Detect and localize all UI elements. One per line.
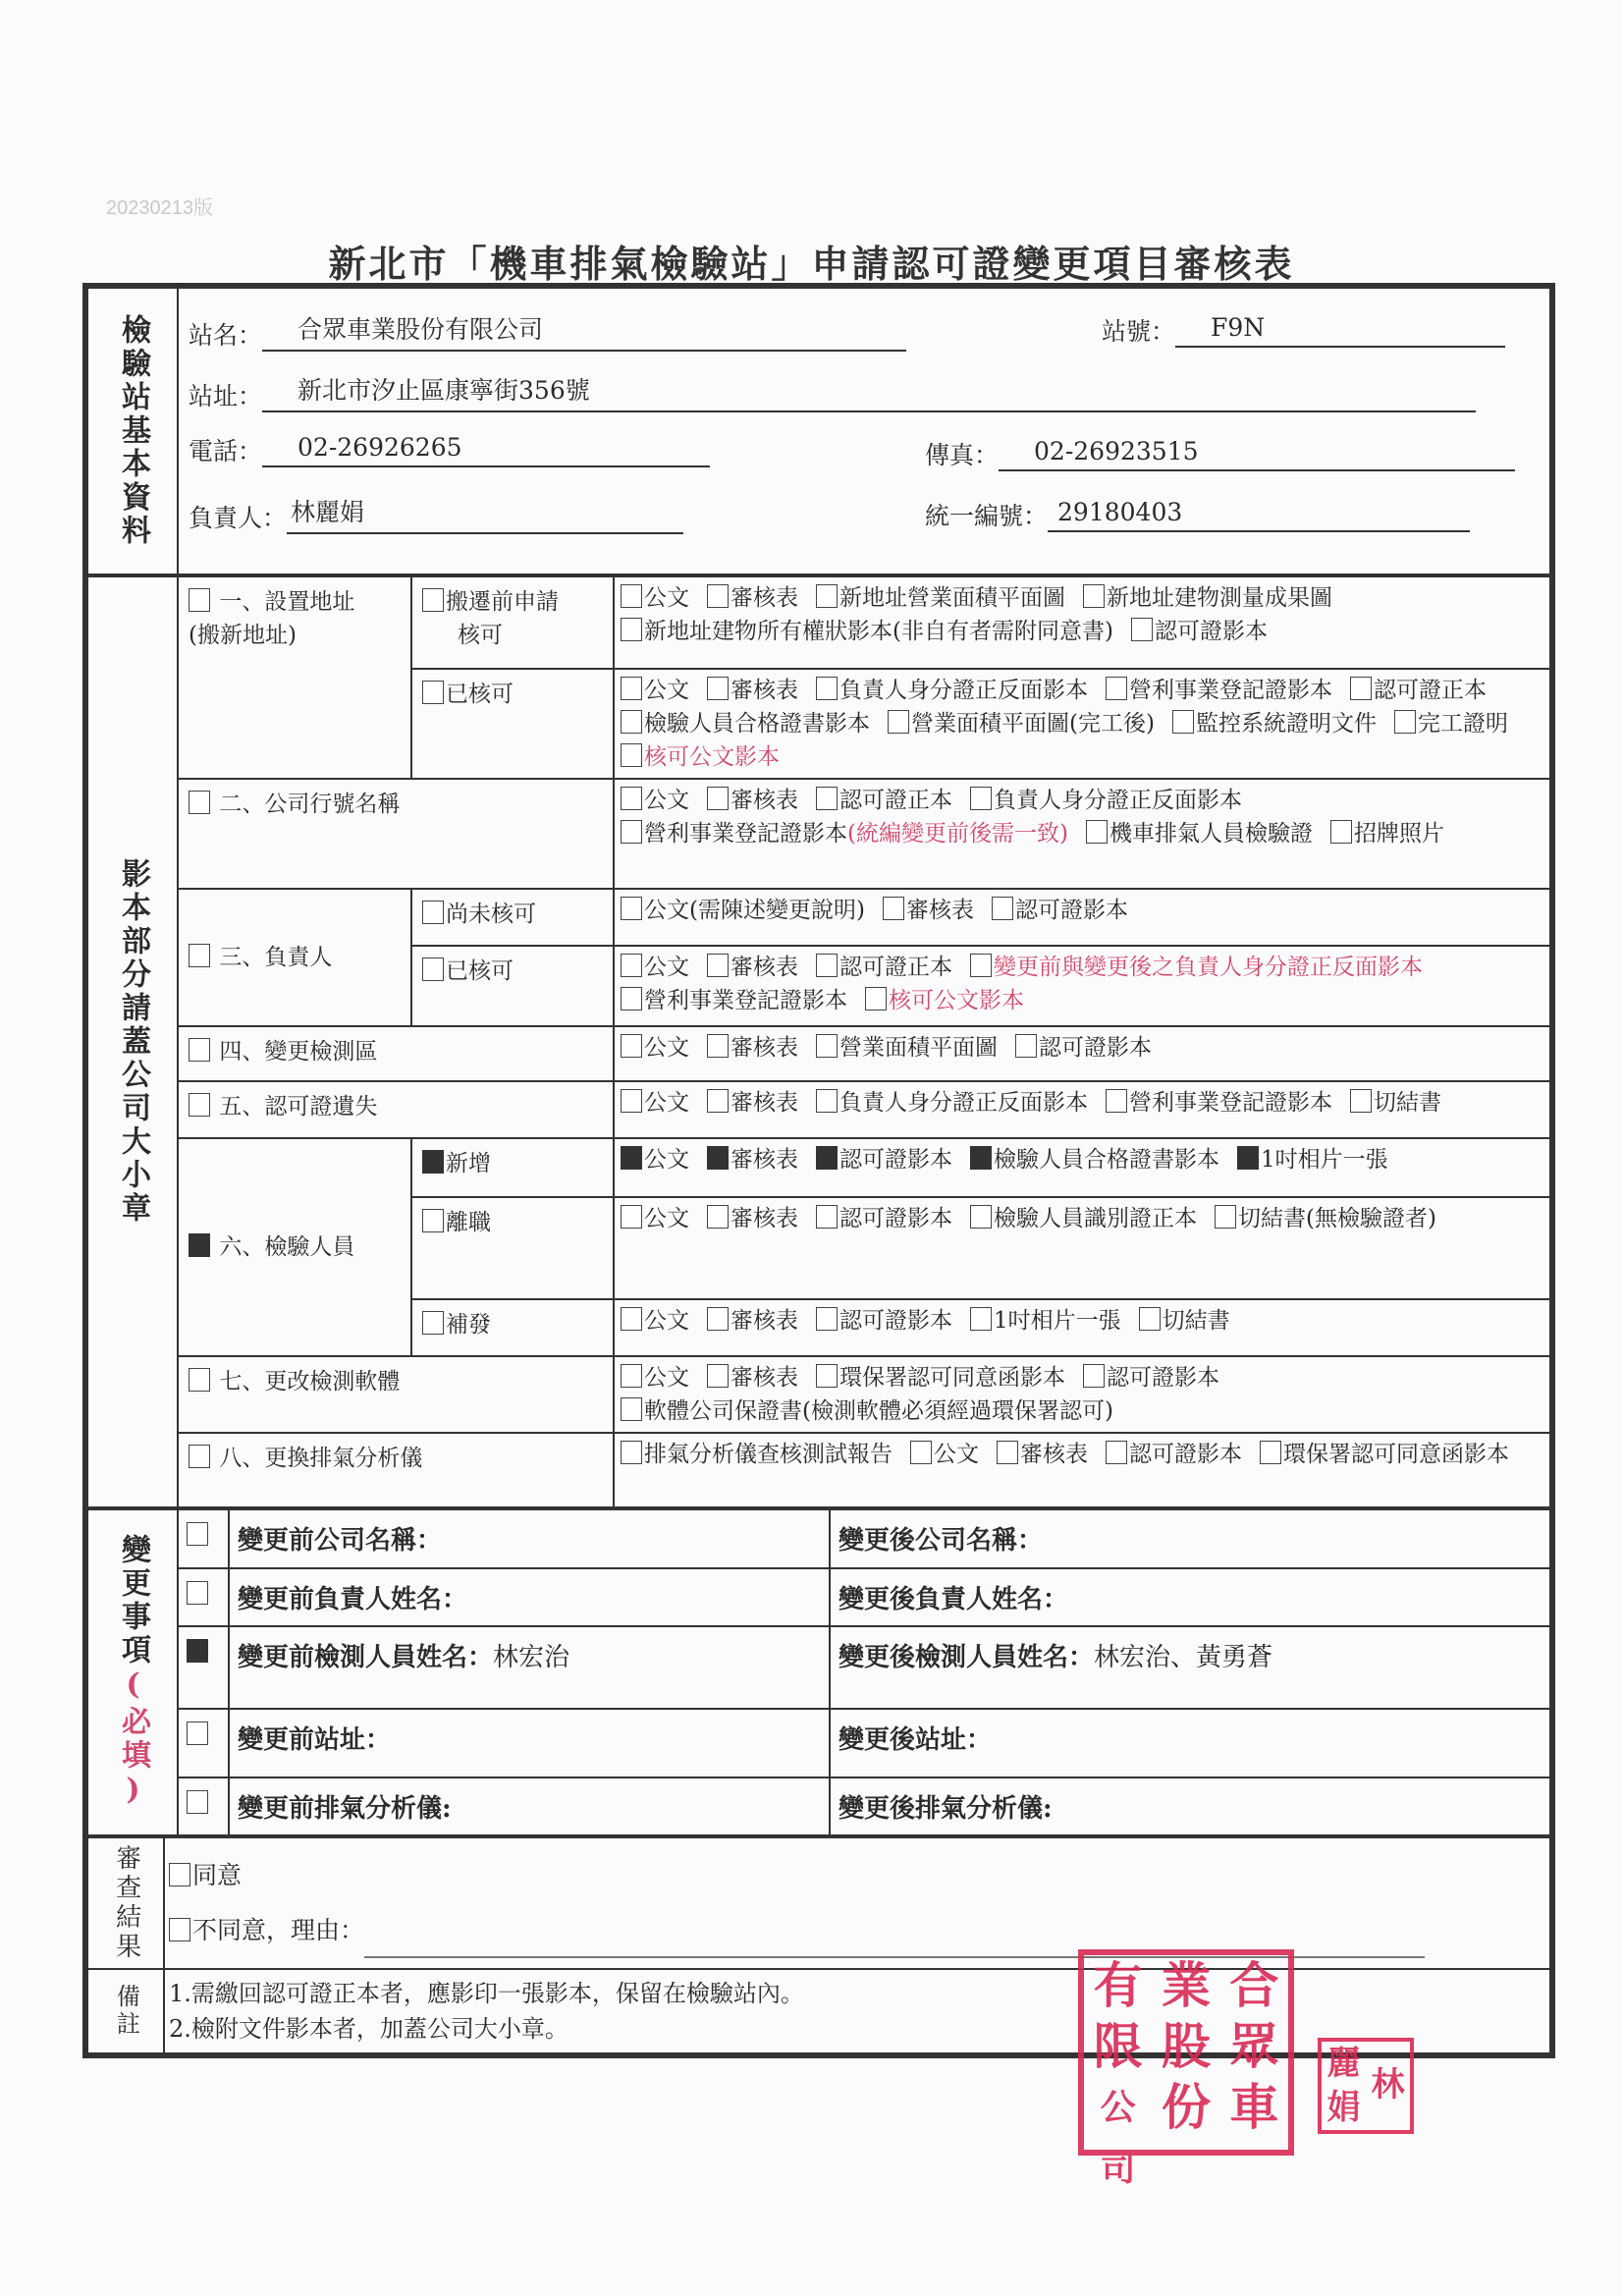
document-label: 新地址營業面積平面圖 — [839, 585, 1065, 611]
checkbox[interactable] — [816, 1034, 838, 1058]
document-label: 公文 — [934, 1442, 979, 1467]
item-1-sub-2-docs — [614, 669, 1550, 779]
document-label: 營利事業登記證影本 — [644, 821, 847, 847]
checkbox[interactable] — [1350, 1089, 1372, 1113]
item-6-sub-1-docs — [614, 1138, 1550, 1197]
checkbox[interactable] — [816, 1146, 838, 1170]
item-1-sub-2: 已核可 — [411, 669, 614, 779]
document-label: 認可證影本 — [839, 1206, 952, 1231]
document-checkbox-item[interactable] — [1015, 1031, 1152, 1065]
item-1-checkbox[interactable] — [189, 588, 210, 612]
checkbox[interactable] — [1139, 1307, 1161, 1331]
change-row: 變更前負責人姓名： 變更後負責人姓名： — [87, 1568, 1550, 1626]
checkbox[interactable] — [707, 954, 729, 977]
checkbox[interactable] — [1394, 710, 1416, 734]
item-6-sub-3-docs — [614, 1299, 1550, 1356]
fax-field: 傳真： 02-26923515 — [925, 436, 1515, 471]
document-label: 公文 — [644, 1365, 689, 1391]
item-6-sub-1-checkbox[interactable] — [422, 1150, 444, 1174]
document-label: 切結書(無檢驗證者) — [1238, 1206, 1436, 1231]
document-label: 完工證明 — [1417, 711, 1508, 737]
document-label: 營利事業登記證影本 — [644, 988, 847, 1013]
document-checkbox-item[interactable] — [1394, 707, 1508, 740]
item-2-checkbox[interactable] — [189, 791, 210, 814]
item-7: 七、更改檢測軟體 — [178, 1356, 614, 1433]
document-label: 監控系統證明文件 — [1195, 711, 1377, 737]
item-1: 一、設置地址 (搬新地址) — [178, 576, 411, 779]
document-label: 營業面積平面圖 — [839, 1035, 998, 1061]
document-checkbox-item[interactable] — [816, 674, 1088, 707]
document-label: 認可證正本 — [839, 955, 952, 980]
item-6-checkbox[interactable] — [189, 1233, 210, 1257]
document-label: 檢驗人員識別證正本 — [994, 1206, 1197, 1231]
checkbox[interactable] — [970, 1205, 992, 1229]
change-row-checkbox[interactable] — [187, 1790, 208, 1814]
checkbox[interactable] — [621, 1364, 642, 1388]
item-4-docs — [614, 1026, 1550, 1081]
document-label: 軟體公司保證書(檢測軟體必須經過環保署認可) — [644, 1398, 1113, 1424]
document-checkbox-item[interactable] — [816, 784, 952, 817]
checkbox[interactable] — [707, 787, 729, 810]
checkbox[interactable] — [1260, 1441, 1281, 1464]
document-label: 機車排氣人員檢驗證 — [1109, 821, 1313, 847]
checkbox[interactable] — [1330, 820, 1352, 844]
document-checkbox-item[interactable] — [1106, 1438, 1242, 1471]
station-no-field: 站號： F9N — [1102, 312, 1505, 348]
checkbox[interactable] — [910, 1441, 932, 1464]
item-6-sub-3-checkbox[interactable] — [422, 1311, 444, 1335]
item-6: 六、檢驗人員 — [178, 1138, 411, 1356]
checkbox[interactable] — [1106, 1441, 1127, 1464]
checkbox[interactable] — [621, 1307, 642, 1331]
tax-id-value[interactable]: 29180403 — [1048, 498, 1470, 532]
document-label: 審核表 — [905, 898, 974, 923]
document-checkbox-item[interactable] — [1083, 581, 1332, 615]
document-checkbox-item[interactable] — [1086, 817, 1313, 850]
checkbox[interactable] — [621, 1089, 642, 1113]
checkbox[interactable] — [621, 1034, 642, 1058]
item-6-sub-2-checkbox[interactable] — [422, 1209, 444, 1232]
document-checkbox-item[interactable] — [621, 1031, 689, 1065]
document-label: 審核表 — [730, 1035, 798, 1061]
document-checkbox-item[interactable] — [970, 1143, 1219, 1176]
document-checkbox-item[interactable] — [1350, 1086, 1441, 1120]
document-checkbox-item[interactable] — [992, 894, 1128, 927]
agree-option[interactable]: 同意 — [169, 1848, 1545, 1903]
change-row: 變更前站址： 變更後站址： — [87, 1709, 1550, 1777]
checkbox[interactable] — [992, 897, 1013, 920]
change-row: 變更前檢測人員姓名：林宏治 變更後檢測人員姓名：林宏治、黃勇蒼 — [87, 1626, 1550, 1709]
review-label: 審查結果 — [87, 1837, 164, 1969]
item-3: 三、負責人 — [178, 889, 411, 1026]
document-checkbox-item[interactable] — [816, 1031, 998, 1065]
checkbox[interactable] — [707, 677, 729, 700]
document-label: 審核表 — [730, 585, 798, 611]
document-checkbox-item[interactable] — [621, 984, 847, 1017]
document-checkbox-item[interactable] — [1330, 817, 1444, 850]
item-2-docs — [614, 779, 1550, 889]
document-checkbox-item[interactable] — [621, 581, 689, 615]
checkbox[interactable] — [621, 1397, 642, 1421]
checkbox[interactable] — [970, 1146, 992, 1170]
document-checkbox-item[interactable] — [816, 1361, 1065, 1394]
item-6-sub-2: 離職 — [411, 1197, 614, 1299]
document-checkbox-item[interactable] — [621, 615, 1113, 648]
document-checkbox-item[interactable] — [621, 784, 689, 817]
document-checkbox-item[interactable] — [621, 951, 689, 984]
item-6-sub-1: 新增 — [411, 1138, 614, 1197]
document-checkbox-item[interactable] — [707, 1361, 798, 1394]
fax-value[interactable]: 02-26923515 — [999, 437, 1515, 471]
document-label: 審核表 — [1020, 1442, 1088, 1467]
change-row-checkbox[interactable] — [187, 1522, 208, 1546]
checkbox[interactable] — [707, 1089, 729, 1113]
document-label: 審核表 — [730, 1147, 798, 1173]
document-label: 審核表 — [730, 1090, 798, 1116]
item-1-sub-2-checkbox[interactable] — [422, 681, 444, 704]
agree-checkbox[interactable] — [169, 1863, 190, 1886]
document-label: 認可證正本 — [1374, 678, 1487, 703]
document-checkbox-item[interactable] — [816, 1202, 952, 1235]
document-checkbox-item[interactable] — [816, 1304, 952, 1338]
document-checkbox-item[interactable] — [621, 894, 865, 927]
document-checkbox-item[interactable] — [621, 707, 870, 740]
checkbox[interactable] — [707, 1205, 729, 1229]
checkbox[interactable] — [816, 954, 838, 977]
item-4: 四、變更檢測區 — [178, 1026, 614, 1081]
document-label: 審核表 — [730, 788, 798, 813]
checkbox[interactable] — [621, 710, 642, 734]
note-line: 2.檢附文件影本者，加蓋公司大小章。 — [169, 2015, 568, 2043]
document-label: 營業面積平面圖(完工後) — [911, 711, 1155, 737]
document-label: 公文(需陳述變更說明) — [644, 898, 865, 923]
document-checkbox-item[interactable] — [1350, 674, 1487, 707]
document-checkbox-item[interactable] — [1106, 674, 1332, 707]
document-checkbox-item[interactable] — [970, 784, 1242, 817]
checkbox[interactable] — [883, 897, 904, 920]
document-label: 新地址建物測量成果圖 — [1107, 585, 1332, 611]
document-label: 排氣分析儀查核測試報告 — [644, 1442, 893, 1467]
item-1-sub-1-checkbox[interactable] — [422, 588, 444, 612]
document-label: 核可公文影本 — [889, 988, 1024, 1013]
checkbox[interactable] — [621, 1146, 642, 1170]
document-checkbox-item[interactable] — [970, 951, 1423, 984]
version-label: 20230213版 — [106, 197, 213, 219]
document-checkbox-item[interactable] — [816, 1143, 952, 1176]
document-checkbox-item[interactable] — [910, 1438, 979, 1471]
change-before-value[interactable]: 林宏治 — [493, 1643, 570, 1672]
disagree-checkbox[interactable] — [169, 1918, 190, 1941]
document-label: 審核表 — [730, 1365, 798, 1391]
basic-info-label: 檢驗站基本資料 — [87, 288, 178, 574]
checkbox[interactable] — [707, 1364, 729, 1388]
review-section — [86, 1836, 1551, 2054]
document-label: 變更前與變更後之負責人身分證正反面影本 — [994, 955, 1423, 980]
checkbox[interactable] — [888, 710, 909, 734]
changes-label: 變更事項(必填) — [87, 1509, 178, 1835]
document-label: 新地址建物所有權狀影本(非自有者需附同意書) — [644, 619, 1113, 644]
document-checkbox-item[interactable] — [621, 1304, 689, 1338]
item-3-checkbox[interactable] — [189, 944, 210, 967]
document-label: 環保署認可同意函影本 — [839, 1365, 1065, 1391]
document-label: 核可公文影本 — [644, 744, 780, 770]
item-6-sub-3: 補發 — [411, 1299, 614, 1356]
checkbox[interactable] — [707, 1146, 729, 1170]
station-no-value[interactable]: F9N — [1175, 313, 1505, 348]
item-2: 二、公司行號名稱 — [178, 779, 614, 889]
document-label: 認可證影本 — [1039, 1035, 1152, 1061]
document-label: 公文 — [644, 1090, 689, 1116]
checkbox[interactable] — [707, 584, 729, 608]
checkbox[interactable] — [1131, 618, 1153, 641]
item-8: 八、更換排氣分析儀 — [178, 1433, 614, 1507]
checkbox[interactable] — [997, 1441, 1018, 1464]
item-6-sub-2-docs — [614, 1197, 1550, 1299]
form-title: 新北市「機車排氣檢驗站」申請認可證變更項目審核表 — [328, 242, 1295, 286]
document-checkbox-item[interactable] — [883, 894, 974, 927]
document-label: 認可證正本 — [839, 788, 952, 813]
item-3-sub-2-docs — [614, 946, 1550, 1026]
basic-info-section — [86, 287, 1551, 575]
document-label: 1吋相片一張 — [994, 1308, 1121, 1334]
item-3-sub-1-docs — [614, 889, 1550, 946]
checkbox[interactable] — [970, 954, 992, 977]
address-field: 站址： 新北市汐止區康寧街356號 — [189, 371, 1476, 412]
tax-id-field: 統一編號： 29180403 — [925, 497, 1470, 532]
document-label: 公文 — [644, 1147, 689, 1173]
document-checkbox-item[interactable] — [1106, 1086, 1332, 1120]
disagree-option[interactable]: 不同意，理由： — [169, 1903, 1545, 1958]
checkbox[interactable] — [1172, 710, 1194, 734]
change-row-checkbox[interactable] — [187, 1581, 208, 1605]
item-8-checkbox[interactable] — [189, 1445, 210, 1468]
checkbox[interactable] — [621, 954, 642, 977]
checkbox[interactable] — [621, 618, 642, 641]
document-label: 公文 — [644, 678, 689, 703]
document-checkbox-item[interactable] — [865, 984, 1024, 1017]
document-label: 審核表 — [730, 1308, 798, 1334]
document-checkbox-item[interactable] — [816, 1086, 1088, 1120]
document-label: 認可證影本 — [839, 1147, 952, 1173]
company-seal-stamp: 有 業 合 限 股 眾 公司 份 車 — [1078, 1949, 1294, 2156]
document-checkbox-item[interactable] — [707, 674, 798, 707]
document-checkbox-item[interactable] — [1260, 1438, 1509, 1471]
phone-value[interactable]: 02-26926265 — [262, 433, 710, 467]
document-checkbox-item[interactable] — [621, 1202, 689, 1235]
checkbox[interactable] — [1237, 1146, 1259, 1170]
document-checkbox-item[interactable] — [816, 581, 1065, 615]
document-checkbox-item[interactable] — [997, 1438, 1088, 1471]
document-label: 認可證影本 — [1154, 619, 1268, 644]
change-row: 變更事項(必填) 變更前公司名稱： 變更後公司名稱： — [87, 1509, 1550, 1568]
checkbox[interactable] — [816, 1307, 838, 1331]
change-row: 變更前排氣分析儀: 變更後排氣分析儀: — [87, 1777, 1550, 1835]
checkbox[interactable] — [621, 1205, 642, 1229]
document-label: 切結書 — [1162, 1308, 1230, 1334]
owner-seal-stamp: 麗 林 娟 — [1318, 2038, 1414, 2134]
owner-field: 負責人： 林麗娟 — [189, 493, 683, 534]
document-label: 負責人身分證正反面影本 — [839, 678, 1088, 703]
checkbox[interactable] — [1083, 1364, 1105, 1388]
checkbox[interactable] — [1083, 584, 1105, 608]
checkbox[interactable] — [707, 1307, 729, 1331]
checkbox[interactable] — [970, 1307, 992, 1331]
notes-label: 備註 — [87, 1969, 164, 2053]
document-label: 認可證影本 — [1129, 1442, 1242, 1467]
document-label: 1吋相片一張 — [1261, 1147, 1388, 1173]
checkbox[interactable] — [621, 743, 642, 767]
document-label: 切結書 — [1374, 1090, 1441, 1116]
document-checkbox-item[interactable] — [621, 740, 780, 774]
document-label: 公文 — [644, 585, 689, 611]
document-checkbox-item[interactable] — [621, 1086, 689, 1120]
checkbox[interactable] — [1215, 1205, 1236, 1229]
document-checkbox-item[interactable] — [707, 1143, 798, 1176]
document-label: 審核表 — [730, 678, 798, 703]
item-3-sub-2: 已核可 — [411, 946, 614, 1026]
document-checkbox-item[interactable] — [621, 1394, 1113, 1428]
document-label: 公文 — [644, 788, 689, 813]
document-label: 審核表 — [730, 1206, 798, 1231]
checkbox[interactable] — [621, 787, 642, 810]
document-label: 環保署認可同意函影本 — [1283, 1442, 1509, 1467]
document-checkbox-item[interactable] — [707, 1086, 798, 1120]
document-checkbox-item[interactable] — [707, 784, 798, 817]
document-checkbox-item[interactable] — [1172, 707, 1377, 740]
copies-label: 影本部分請蓋公司大小章 — [87, 576, 178, 1507]
change-row-checkbox[interactable] — [187, 1639, 208, 1663]
change-row-checkbox[interactable] — [187, 1722, 208, 1745]
checkbox[interactable] — [1350, 677, 1372, 700]
document-checkbox-item[interactable] — [621, 817, 1068, 850]
address-value[interactable]: 新北市汐止區康寧街356號 — [262, 371, 1476, 412]
document-checkbox-item[interactable] — [1083, 1361, 1219, 1394]
document-checkbox-item[interactable] — [707, 581, 798, 615]
document-checkbox-item[interactable] — [707, 1304, 798, 1338]
change-after-value[interactable]: 林宏治、黃勇蒼 — [1094, 1643, 1273, 1672]
phone-field: 電話： 02-26926265 — [189, 432, 710, 467]
document-checkbox-item[interactable] — [816, 951, 952, 984]
checkbox[interactable] — [621, 820, 642, 844]
checkbox[interactable] — [816, 1364, 838, 1388]
document-label: 營利事業登記證影本 — [1129, 678, 1332, 703]
checkbox[interactable] — [816, 1089, 838, 1113]
document-checkbox-item[interactable] — [707, 1031, 798, 1065]
document-label: 公文 — [644, 1035, 689, 1061]
item-3-sub-1-checkbox[interactable] — [422, 901, 444, 924]
document-label: 負責人身分證正反面影本 — [839, 1090, 1088, 1116]
checkbox[interactable] — [621, 1441, 642, 1464]
review-form — [82, 283, 1555, 2058]
checkbox[interactable] — [1015, 1034, 1037, 1058]
checkbox[interactable] — [816, 787, 838, 810]
item-3-sub-2-checkbox[interactable] — [422, 957, 444, 981]
document-checkbox-item[interactable] — [1131, 615, 1268, 648]
note-line: 1.需繳回認可證正本者，應影印一張影本，保留在檢驗站內。 — [169, 1980, 804, 2007]
item-5: 五、認可證遺失 — [178, 1081, 614, 1138]
document-checkbox-item[interactable] — [707, 951, 798, 984]
checkbox[interactable] — [816, 584, 838, 608]
checkbox[interactable] — [816, 1205, 838, 1229]
checkbox[interactable] — [621, 987, 642, 1011]
document-checkbox-item[interactable] — [970, 1304, 1121, 1338]
document-checkbox-item[interactable] — [621, 1361, 689, 1394]
document-checkbox-item[interactable] — [621, 1438, 893, 1471]
document-label: 認可證影本 — [1014, 898, 1128, 923]
document-checkbox-item[interactable] — [1215, 1202, 1436, 1235]
checkbox[interactable] — [621, 897, 642, 920]
checkbox[interactable] — [1106, 1089, 1127, 1113]
checkbox[interactable] — [621, 584, 642, 608]
document-label: 負責人身分證正反面影本 — [994, 788, 1242, 813]
document-checkbox-item[interactable] — [1237, 1143, 1388, 1176]
checkbox[interactable] — [707, 1034, 729, 1058]
document-checkbox-item[interactable] — [1139, 1304, 1230, 1338]
document-label: 認可證影本 — [1107, 1365, 1219, 1391]
item-7-docs — [614, 1356, 1550, 1433]
document-label: 檢驗人員合格證書影本 — [994, 1147, 1219, 1173]
checkbox[interactable] — [621, 677, 642, 700]
document-checkbox-item[interactable] — [621, 1143, 689, 1176]
item-5-checkbox[interactable] — [189, 1093, 210, 1117]
item-1-sub-1: 搬遷前申請 核可 — [411, 576, 614, 669]
station-name-value[interactable]: 合眾車業股份有限公司 — [262, 310, 906, 352]
station-name-field: 站名： 合眾車業股份有限公司 — [189, 310, 906, 352]
document-checkbox-item[interactable] — [970, 1202, 1197, 1235]
document-label: 認可證影本 — [839, 1308, 952, 1334]
item-5-docs — [614, 1081, 1550, 1138]
item-7-checkbox[interactable] — [189, 1368, 210, 1392]
document-label: 公文 — [644, 955, 689, 980]
document-checkbox-item[interactable] — [707, 1202, 798, 1235]
document-note: (統編變更前後需一致) — [847, 821, 1068, 847]
checkbox[interactable] — [816, 677, 838, 700]
item-8-docs — [614, 1433, 1550, 1507]
document-label: 公文 — [644, 1308, 689, 1334]
document-checkbox-item[interactable] — [888, 707, 1155, 740]
item-1-sub-1-docs — [614, 576, 1550, 669]
owner-value[interactable]: 林麗娟 — [287, 493, 683, 534]
copy-items-section — [86, 575, 1551, 1508]
checkbox[interactable] — [865, 987, 887, 1011]
document-label: 公文 — [644, 1206, 689, 1231]
document-label: 招牌照片 — [1353, 821, 1444, 847]
checkbox[interactable] — [1106, 677, 1127, 700]
document-checkbox-item[interactable] — [621, 674, 689, 707]
document-label: 營利事業登記證影本 — [1129, 1090, 1332, 1116]
item-4-checkbox[interactable] — [189, 1038, 210, 1062]
document-label: 審核表 — [730, 955, 798, 980]
item-3-sub-1: 尚未核可 — [411, 889, 614, 946]
checkbox[interactable] — [970, 787, 992, 810]
changes-section — [86, 1508, 1551, 1836]
document-label: 檢驗人員合格證書影本 — [644, 711, 870, 737]
checkbox[interactable] — [1086, 820, 1108, 844]
